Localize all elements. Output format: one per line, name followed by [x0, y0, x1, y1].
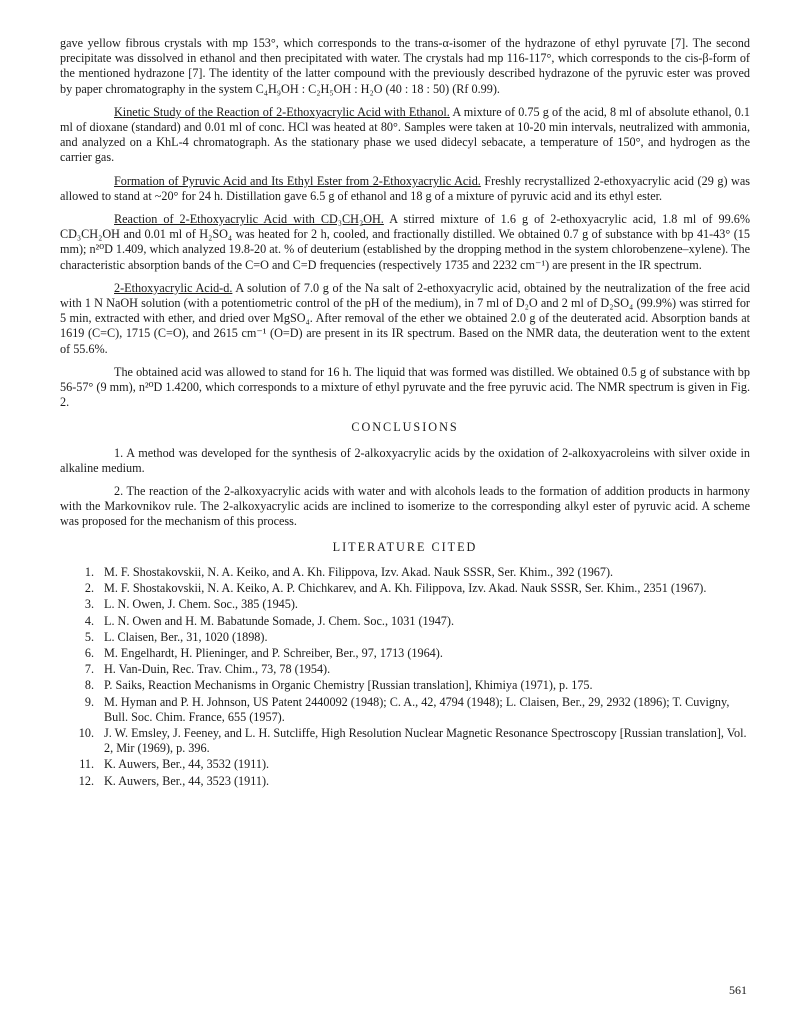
paragraph-body-pyruvic: Freshly recrystallized 2-ethoxyacrylic acid (29 g) was allowed to stand at ~20° for 24 h. Distillation gave 6.5 g of ethanol and 18 g of a mixture of pyruvic acid and its ethyl ester. [60, 173, 751, 203]
reference-number: 9. [84, 694, 94, 709]
conclusions-title: CONCLUSIONS [351, 420, 459, 435]
literature-title: LITERATURE CITED [332, 539, 478, 554]
reference-item [60, 597, 750, 612]
reference-text: M. F. Shostakovskii, N. A. Keiko, and A. Kh. Filippova, Izv. Akad. Nauk SSSR, Ser. Khim., 392 (1967). [104, 564, 614, 579]
reference-number: 4. [84, 613, 94, 628]
reference-number: 7. [84, 662, 94, 677]
run-in-heading-deuterated: 2-Ethoxyacrylic Acid-d. [114, 280, 233, 295]
conclusion-1: 1. A method was developed for the synthesis of 2-alkoxyacrylic acids by the oxidation of 2-alkoxyacroleins with silver oxide in alkaline medium. [60, 445, 750, 475]
reference-number: 5. [84, 629, 94, 644]
paragraph-pyruvic-formation [60, 174, 750, 204]
conclusion-2: 2. The reaction of the 2-alkoxyacrylic acids with water and with alcohols leads to the formation of addition products in harmony with the Markovnikov rule. The 2-alkoxyacrylic acids are inclined to isomerize to the corresponding alkyl ester of pyruvic acid. A scheme was proposed for the mechanism of this process. [60, 484, 750, 529]
paragraph-body-cd3: A stirred mixture of 1.6 g of 2-ethoxyacrylic acid, 1.8 ml of 99.6% CD₃CH₂OH and 0.01 ml of H₂SO₄ was heated for 2 h, cooled, and fractionally distilled. We obtained 0.7 g of substance with bp 41-43° (15 mm); n²⁰D 1.409, which analyzed 19.8-20 at. % of deuterium (established by the dropping method in the system chlorobenzene–xylene). The characteristic absorption bands of the C=O and C=D frequencies (respectively 1735 and 2232 cm⁻¹) are present in the IR spectrum. [60, 212, 750, 272]
paragraph-body-kinetic: A mixture of 0.75 g of the acid, 8 ml of absolute ethanol, 0.1 ml of dioxane (standard) and 0.01 ml of conc. HCl was heated at 80°. Samples were taken at 10-20 min intervals, neutralized with ammonia, and analyzed on a KhL-4 chromatograph. As the stationary phase we used didecyl sebacate, a temperature of 150°, and hydrogen as the carrier gas. [60, 104, 750, 165]
reference-item [60, 726, 750, 756]
reference-text: L. N. Owen, J. Chem. Soc., 385 (1945). [104, 597, 298, 612]
reference-list [60, 565, 750, 789]
reference-number: 1. [84, 564, 94, 579]
page-number: 561 [729, 983, 747, 997]
reference-number: 8. [84, 678, 94, 693]
reference-text: K. Auwers, Ber., 44, 3523 (1911). [104, 773, 270, 788]
paragraph-hydrazone-crystals: gave yellow fibrous crystals with mp 153°, which corresponds to the trans-α-isomer of the hydrazone of ethyl pyruvate [7]. The second precipitate was dissolved in ethanol and then precipitated with water. The crystals had mp 116-117°, which corresponds to the cis-β-form of the mentioned hydrazone [7]. The identity of the latter compound with the previously described hydrazone of the pyruvic ester was proved by paper chromatography in the system C₄H₉OH : C₂H₅OH : H₂O (40 : 18 : 50) (Rf 0.99). [60, 36, 750, 96]
document-page [60, 36, 750, 790]
reference-item [60, 695, 750, 725]
reference-number: 3. [84, 597, 94, 612]
reference-text: L. N. Owen and H. M. Babatunde Somade, J. Chem. Soc., 1031 (1947). [104, 613, 455, 628]
reference-text: H. Van-Duin, Rec. Trav. Chim., 73, 78 (1954). [104, 662, 331, 677]
reference-item [60, 646, 750, 661]
reference-item [60, 581, 750, 596]
reference-number: 6. [84, 645, 94, 660]
paragraph-cd3-reaction [60, 212, 750, 273]
run-in-heading-cd3: Reaction of 2-Ethoxyacrylic Acid with CD₃CH₂OH. [114, 212, 384, 227]
run-in-heading-kinetic: Kinetic Study of the Reaction of 2-Ethoxyacrylic Acid with Ethanol. [114, 104, 450, 119]
reference-text: M. Engelhardt, H. Plieninger, and P. Schreiber, Ber., 97, 1713 (1964). [104, 645, 443, 660]
reference-item [60, 662, 750, 677]
reference-text: M. F. Shostakovskii, N. A. Keiko, A. P. Chichkarev, and A. Kh. Filippova, Izv. Akad. Nauk SSSR, Ser. Khim., 2351 (1967). [104, 581, 707, 596]
reference-text: L. Claisen, Ber., 31, 1020 (1898). [104, 629, 268, 644]
reference-item [60, 678, 750, 693]
reference-text: K. Auwers, Ber., 44, 3532 (1911). [104, 757, 270, 772]
reference-text: P. Saiks, Reaction Mechanisms in Organic Chemistry [Russian translation], Khimiya (1971), p. 175. [104, 678, 593, 693]
reference-text: M. Hyman and P. H. Johnson, US Patent 2440092 (1948); C. A., 42, 4794 (1948); L. Claisen, Ber., 29, 2932 (1896); T. Cuvigny, Bull. Soc. Chim. France, 655 (1957). [104, 694, 730, 724]
reference-text: J. W. Emsley, J. Feeney, and L. H. Sutcliffe, High Resolution Nuclear Magnetic Resonance Spectroscopy [Russian translation], Vol. 2, Mir (1969), p. 396. [104, 725, 747, 756]
paragraph-kinetic-study [60, 105, 750, 166]
reference-number: 10. [78, 725, 94, 740]
reference-number: 11. [79, 757, 94, 772]
reference-item [60, 614, 750, 629]
run-in-heading-pyruvic: Formation of Pyruvic Acid and Its Ethyl Ester from 2-Ethoxyacrylic Acid. [114, 173, 481, 188]
reference-number: 12. [78, 773, 94, 788]
reference-item [60, 630, 750, 645]
reference-item [60, 565, 750, 580]
paragraph-body-deuterated: A solution of 7.0 g of the Na salt of 2-ethoxyacrylic acid, obtained by the neutralization of the free acid with 1 N NaOH solution (with a potentiometric control of the pH of the medium), in 7 ml of D₂O and 2 ml of D₂SO₄ (99.9%) was stirred for 5 min, extracted with ether, and dried over MgSO₄. After removal of the ether we obtained 2.0 g of the deuterated acid. Absorption bands at 1619 (C=C), 1715 (C=O), and 2615 cm⁻¹ (O=D) are present in its IR spectrum. Based on the NMR data, the deuteration went to the extent of 55.6%. [60, 280, 750, 356]
paragraph-obtained-acid: The obtained acid was allowed to stand for 16 h. The liquid that was formed was distilled. We obtained 0.5 g of substance with bp 56-57° (9 mm), n²⁰D 1.4200, which corresponds to a mixture of ethyl pyruvate and the free pyruvic acid. The NMR spectrum is given in Fig. 2. [60, 364, 750, 410]
reference-item [60, 757, 750, 772]
paragraph-deuterated-acid [60, 281, 750, 357]
reference-item [60, 774, 750, 789]
reference-number: 2. [84, 581, 94, 596]
